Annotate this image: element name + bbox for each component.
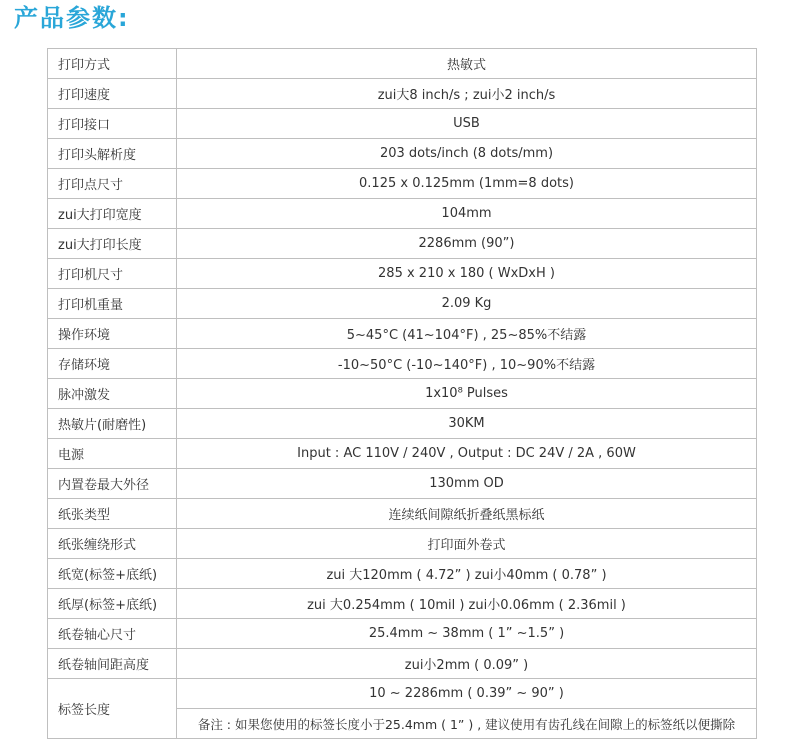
table-row xyxy=(48,229,757,259)
spec-label: 打印速度 xyxy=(48,79,177,109)
spec-value: zui 大0.254mm ( 10mil ) zui小0.06mm ( 2.36mil ) xyxy=(177,589,757,619)
spec-value: 104mm xyxy=(177,199,757,229)
spec-value: 2.09 Kg xyxy=(177,289,757,319)
table-row xyxy=(48,259,757,289)
table-row xyxy=(48,529,757,559)
spec-value: 0.125 x 0.125mm (1mm=8 dots) xyxy=(177,169,757,199)
table-row xyxy=(48,589,757,619)
table-row xyxy=(48,649,757,679)
table-row xyxy=(48,439,757,469)
spec-label: 打印机尺寸 xyxy=(48,259,177,289)
table-row xyxy=(48,559,757,589)
spec-label: zui大打印长度 xyxy=(48,229,177,259)
table-row xyxy=(48,49,757,79)
spec-label: 纸卷轴心尺寸 xyxy=(48,619,177,649)
spec-value: zui大8 inch/s ; zui小2 inch/s xyxy=(177,79,757,109)
table-row xyxy=(48,379,757,409)
table-row xyxy=(48,109,757,139)
table-row xyxy=(48,319,757,349)
table-row xyxy=(48,469,757,499)
table-row xyxy=(48,169,757,199)
spec-label: 脉冲激发 xyxy=(48,379,177,409)
spec-label: 纸张类型 xyxy=(48,499,177,529)
table-row xyxy=(48,199,757,229)
spec-label: 打印点尺寸 xyxy=(48,169,177,199)
spec-label: 纸张缠绕形式 xyxy=(48,529,177,559)
page-title: 产品参数: xyxy=(14,4,130,32)
spec-label: 热敏片(耐磨性) xyxy=(48,409,177,439)
spec-value: zui小2mm ( 0.09” ) xyxy=(177,649,757,679)
spec-value: 1x10⁸ Pulses xyxy=(177,379,757,409)
spec-value: 连续纸间隙纸折叠纸黑标纸 xyxy=(177,499,757,529)
spec-value: 203 dots/inch (8 dots/mm) xyxy=(177,139,757,169)
spec-note: 备注 : 如果您使用的标签长度小于25.4mm ( 1” ) , 建议使用有齿孔线在间隙上的标签纸以便撕除 xyxy=(177,709,757,739)
spec-label: 电源 xyxy=(48,439,177,469)
spec-label: 打印头解析度 xyxy=(48,139,177,169)
table-row xyxy=(48,499,757,529)
spec-value: -10~50°C (-10~140°F) , 10~90%不结露 xyxy=(177,349,757,379)
spec-value: 热敏式 xyxy=(177,49,757,79)
spec-value: 10 ~ 2286mm ( 0.39” ~ 90” ) xyxy=(177,679,757,709)
spec-label: 打印接口 xyxy=(48,109,177,139)
spec-table xyxy=(47,48,757,739)
spec-value: zui 大120mm ( 4.72” ) zui小40mm ( 0.78” ) xyxy=(177,559,757,589)
spec-label: 内置卷最大外径 xyxy=(48,469,177,499)
spec-label: 纸宽(标签+底纸) xyxy=(48,559,177,589)
spec-label: 打印机重量 xyxy=(48,289,177,319)
table-row xyxy=(48,289,757,319)
table-row xyxy=(48,409,757,439)
spec-value: 25.4mm ~ 38mm ( 1” ~1.5” ) xyxy=(177,619,757,649)
spec-value: 5~45°C (41~104°F) , 25~85%不结露 xyxy=(177,319,757,349)
table-row xyxy=(48,679,757,709)
table-row xyxy=(48,349,757,379)
spec-value: 2286mm (90”) xyxy=(177,229,757,259)
spec-value: 285 x 210 x 180 ( WxDxH ) xyxy=(177,259,757,289)
table-row xyxy=(48,139,757,169)
table-row xyxy=(48,619,757,649)
spec-label: 纸厚(标签+底纸) xyxy=(48,589,177,619)
spec-label: 标签长度 xyxy=(48,679,177,739)
spec-label: 打印方式 xyxy=(48,49,177,79)
spec-label: 操作环境 xyxy=(48,319,177,349)
spec-value: 打印面外卷式 xyxy=(177,529,757,559)
spec-value: 30KM xyxy=(177,409,757,439)
spec-value: 130mm OD xyxy=(177,469,757,499)
table-row xyxy=(48,79,757,109)
spec-label: 存储环境 xyxy=(48,349,177,379)
spec-label: 纸卷轴间距高度 xyxy=(48,649,177,679)
spec-label: zui大打印宽度 xyxy=(48,199,177,229)
spec-value: USB xyxy=(177,109,757,139)
spec-value: Input : AC 110V / 240V , Output : DC 24V / 2A , 60W xyxy=(177,439,757,469)
